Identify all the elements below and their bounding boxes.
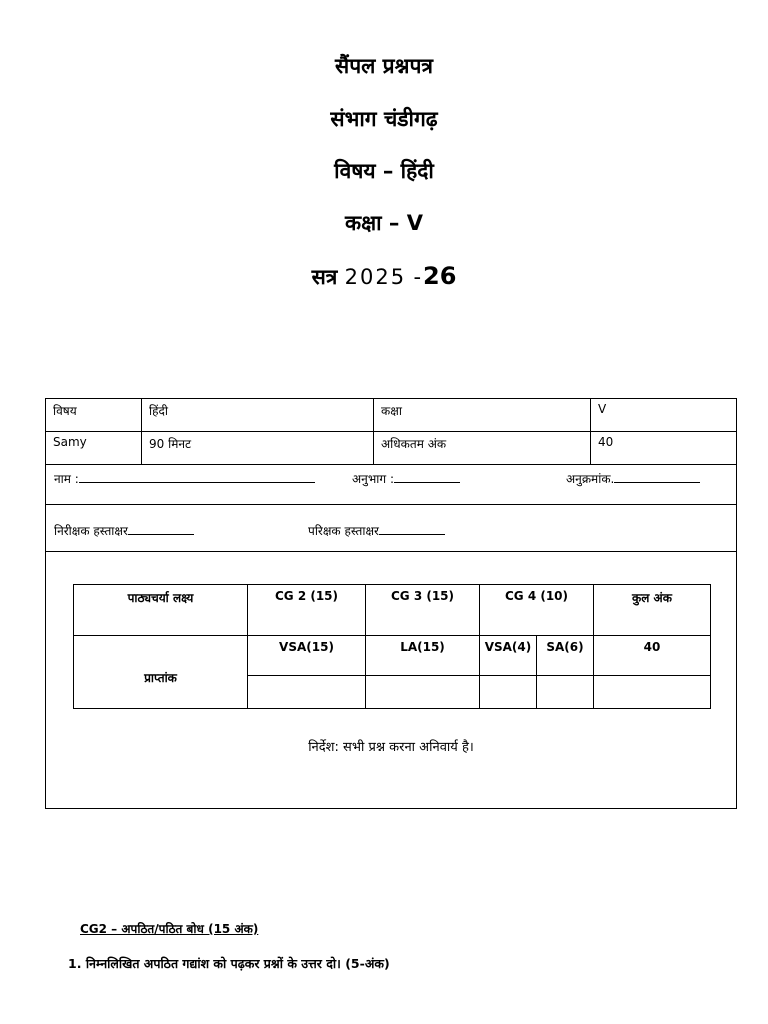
name-field[interactable]: [54, 470, 315, 487]
info-row-signatures: [46, 505, 736, 552]
info-row-student: [46, 465, 736, 505]
info-row-subject: [46, 399, 736, 432]
sa6-marks-cell[interactable]: [537, 676, 594, 709]
section-field[interactable]: [352, 470, 460, 487]
vsa4-marks-cell[interactable]: [480, 676, 537, 709]
max-marks-value: 40: [598, 435, 614, 449]
class-label: कक्षा: [374, 399, 591, 431]
cg3-marks-cell[interactable]: [366, 676, 480, 709]
total-marks-value: 40: [594, 636, 711, 676]
section-heading: CG2 – अपठित/पठित बोध (15 अंक): [80, 922, 259, 936]
invigilator-blank[interactable]: [128, 522, 194, 535]
subject-label: विषय: [46, 399, 142, 431]
section-blank[interactable]: [394, 470, 460, 483]
cg2-header: CG 2 (15): [248, 585, 366, 636]
invigilator-label: निरीक्षक हस्ताक्षर: [54, 524, 128, 538]
total-marks-cell[interactable]: [594, 676, 711, 709]
examiner-signature-field[interactable]: [308, 522, 445, 539]
roll-blank[interactable]: [614, 470, 700, 483]
name-label: नाम :: [54, 472, 79, 486]
roll-field[interactable]: [566, 470, 700, 487]
marks-table: [73, 584, 711, 709]
session-label: सत्र: [311, 265, 338, 289]
question-number: 1.: [68, 956, 82, 971]
examiner-label: परिक्षक हस्ताक्षर: [308, 524, 379, 538]
time-value: 90 मिनट: [142, 432, 374, 464]
paper-title: सैंपल प्रश्नपत्र: [335, 54, 433, 78]
exam-info-box: [45, 398, 737, 809]
info-row-time: [46, 432, 736, 465]
invigilator-signature-field[interactable]: [54, 522, 194, 539]
instruction-text: निर्देश: सभी प्रश्न करना अनिवार्य है।: [308, 740, 474, 755]
session-title: [0, 262, 768, 291]
name-blank[interactable]: [79, 470, 315, 483]
sa6-header: SA(6): [537, 636, 594, 676]
la15-header: LA(15): [366, 636, 480, 676]
time-label: Samy: [46, 432, 142, 464]
subject-title: विषय – हिंदी: [334, 159, 434, 183]
section-label: अनुभाग :: [352, 472, 394, 486]
examiner-blank[interactable]: [379, 522, 445, 535]
class-value: V: [598, 402, 607, 416]
cg3-header: CG 3 (15): [366, 585, 480, 636]
region-title: संभाग चंडीगढ़: [330, 107, 438, 131]
session-year-start: 2025: [344, 265, 407, 289]
class-title: कक्षा – V: [345, 211, 423, 235]
cg2-marks-cell[interactable]: [248, 676, 366, 709]
session-separator: -: [413, 265, 424, 289]
question-text: निम्नलिखित अपठित गद्यांश को पढ़कर प्रश्नों के उत्तर दो। (5-अंक): [85, 956, 390, 971]
total-header: कुल अंक: [594, 585, 711, 636]
obtained-marks-label: प्राप्तांक: [74, 636, 248, 709]
vsa15-header: VSA(15): [248, 636, 366, 676]
objective-header: पाठ्यचर्या लक्ष्य: [74, 585, 248, 636]
max-marks-label: अधिकतम अंक: [374, 432, 591, 464]
subject-value: हिंदी: [142, 399, 374, 431]
session-year-end: 26: [423, 262, 457, 290]
question-1: [68, 955, 390, 972]
cg4-header: CG 4 (10): [480, 585, 594, 636]
vsa4-header: VSA(4): [480, 636, 537, 676]
roll-label: अनुक्रमांक.: [566, 472, 615, 486]
